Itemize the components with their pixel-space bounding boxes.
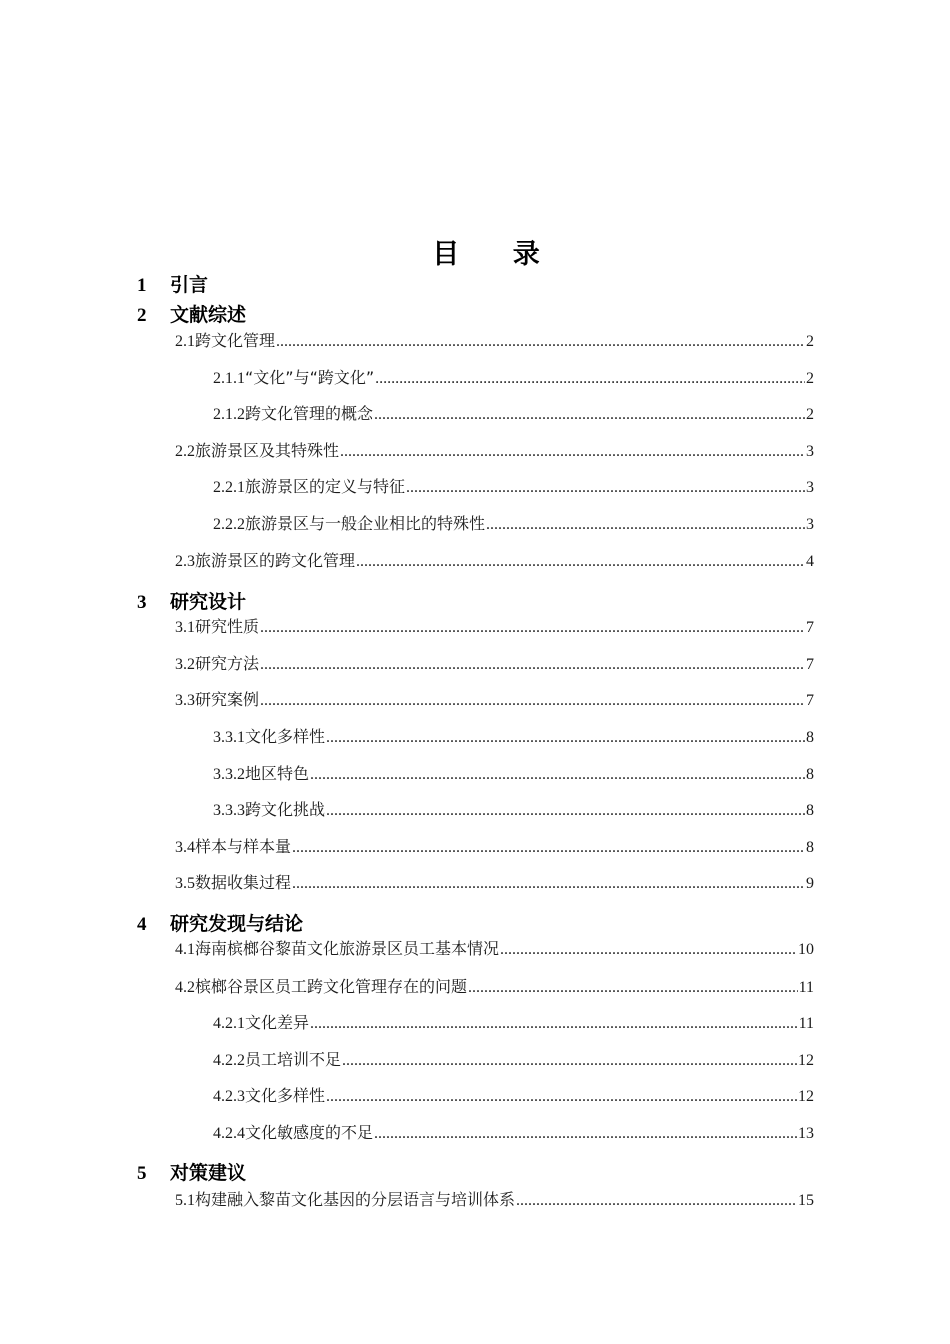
toc-entry-label: 文化敏感度的不足 <box>245 1123 374 1142</box>
dot-leader <box>292 839 805 857</box>
toc-page-number: 7 <box>806 619 814 636</box>
toc-page-number: 12 <box>798 1088 814 1105</box>
toc-entry-label: 地区特色 <box>245 764 310 783</box>
toc-page-number: 7 <box>806 656 814 673</box>
toc-entry-number: 2.2.2 <box>213 516 245 533</box>
toc-entry-label: 文献综述 <box>170 304 247 326</box>
toc-entry[interactable] <box>213 1083 814 1106</box>
dot-leader <box>356 553 805 571</box>
dot-leader <box>468 979 798 997</box>
toc-page-number: 9 <box>806 875 814 892</box>
toc-entry-label: 旅游景区的跨文化管理 <box>195 551 356 570</box>
toc-entry[interactable] <box>175 687 814 710</box>
toc-entry-label: 研究发现与结论 <box>170 913 304 935</box>
toc-entry-label: 引言 <box>170 274 209 296</box>
toc-page-number: 3 <box>806 443 814 460</box>
toc-entry-number: 5 <box>137 1163 147 1184</box>
dot-leader <box>374 406 805 424</box>
toc-entry-label: 文化多样性 <box>245 727 326 746</box>
toc-entry[interactable] <box>175 974 814 997</box>
toc-entry-number: 4.2.4 <box>213 1125 245 1142</box>
toc-page-number: 13 <box>798 1125 814 1142</box>
toc-entry-number: 3.3.3 <box>213 802 245 819</box>
toc-entry-number: 3.3.1 <box>213 729 245 746</box>
toc-entry-number: 5.1 <box>175 1192 195 1209</box>
toc-entry-label: “文化”与“跨文化” <box>245 368 375 387</box>
toc-chapter[interactable] <box>137 909 303 936</box>
toc-entry[interactable] <box>213 797 814 820</box>
toc-entry-number: 4.2 <box>175 979 195 996</box>
dot-leader <box>406 479 805 497</box>
toc-entry-number: 2.3 <box>175 553 195 570</box>
toc-entry-label: 研究设计 <box>170 591 247 613</box>
toc-entry-label: 数据收集过程 <box>195 873 292 892</box>
toc-entry[interactable] <box>213 1010 814 1033</box>
toc-entry[interactable] <box>175 1187 814 1210</box>
toc-entry[interactable] <box>175 328 814 351</box>
toc-entry-label: 跨文化挑战 <box>245 800 326 819</box>
toc-page-number: 2 <box>806 333 814 350</box>
toc-entry[interactable] <box>213 724 814 747</box>
toc-entry[interactable] <box>213 1120 814 1143</box>
dot-leader <box>342 1052 797 1070</box>
toc-entry-label: 研究方法 <box>195 654 260 673</box>
toc-entry-number: 3.1 <box>175 619 195 636</box>
toc-entry[interactable] <box>175 438 814 461</box>
toc-entry-number: 3.4 <box>175 839 195 856</box>
toc-entry-number: 1 <box>137 275 147 296</box>
toc-entry-label: 文化多样性 <box>245 1086 326 1105</box>
dot-leader <box>260 656 805 674</box>
toc-entry[interactable] <box>213 401 814 424</box>
dot-leader <box>500 941 797 959</box>
toc-entry-label: 员工培训不足 <box>245 1050 342 1069</box>
dot-leader <box>310 1015 798 1033</box>
dot-leader <box>326 1088 797 1106</box>
toc-entry-number: 2 <box>137 305 147 326</box>
toc-entry[interactable] <box>175 651 814 674</box>
toc-entry-number: 4.2.1 <box>213 1015 245 1032</box>
toc-entry[interactable] <box>175 548 814 571</box>
toc-entry-number: 2.1.1 <box>213 370 245 387</box>
toc-page-number: 3 <box>806 479 814 496</box>
toc-entry[interactable] <box>213 1047 814 1070</box>
toc-page-number: 8 <box>806 802 814 819</box>
toc-entry-number: 2.2 <box>175 443 195 460</box>
toc-page-number: 11 <box>798 979 814 996</box>
dot-leader <box>260 692 805 710</box>
toc-entry-number: 4.2.3 <box>213 1088 245 1105</box>
toc-page-number: 8 <box>806 766 814 783</box>
toc-entry[interactable] <box>175 936 814 959</box>
toc-entry-number: 2.2.1 <box>213 479 245 496</box>
toc-entry-label: 研究案例 <box>195 690 260 709</box>
toc-chapter[interactable] <box>137 300 246 327</box>
dot-leader <box>375 370 805 388</box>
dot-leader <box>276 333 805 351</box>
dot-leader <box>292 875 805 893</box>
toc-entry-number: 3.3 <box>175 692 195 709</box>
toc-chapter[interactable] <box>137 587 246 614</box>
toc-entry-number: 3.5 <box>175 875 195 892</box>
toc-entry-label: 构建融入黎苗文化基因的分层语言与培训体系 <box>195 1190 516 1209</box>
dot-leader <box>340 443 805 461</box>
toc-entry-number: 4 <box>137 914 147 935</box>
toc-entry[interactable] <box>213 761 814 784</box>
toc-entry-label: 海南槟榔谷黎苗文化旅游景区员工基本情况 <box>195 939 500 958</box>
dot-leader <box>326 729 805 747</box>
dot-leader <box>310 766 805 784</box>
toc-entry[interactable] <box>175 870 814 893</box>
toc-entry-label: 旅游景区的定义与特征 <box>245 477 406 496</box>
toc-page-number: 4 <box>806 553 814 570</box>
toc-page-number: 8 <box>806 839 814 856</box>
toc-title: 目 录 <box>432 239 562 270</box>
toc-page-number: 15 <box>798 1192 814 1209</box>
toc-entry-number: 3.3.2 <box>213 766 245 783</box>
toc-entry[interactable] <box>175 614 814 637</box>
toc-page-number: 3 <box>806 516 814 533</box>
dot-leader <box>260 619 805 637</box>
toc-entry-number: 3.2 <box>175 656 195 673</box>
toc-entry-number: 4.1 <box>175 941 195 958</box>
toc-entry-number: 2.1 <box>175 333 195 350</box>
toc-entry[interactable] <box>213 474 814 497</box>
toc-entry[interactable] <box>213 365 814 388</box>
toc-entry-label: 槟榔谷景区员工跨文化管理存在的问题 <box>195 977 468 996</box>
toc-page-number: 2 <box>806 406 814 423</box>
toc-entry-label: 研究性质 <box>195 617 260 636</box>
toc-chapter[interactable] <box>137 270 208 297</box>
toc-page-number: 11 <box>798 1015 814 1032</box>
toc-page-number: 7 <box>806 692 814 709</box>
toc-entry-number: 3 <box>137 592 147 613</box>
toc-entry-number: 2.1.2 <box>213 406 245 423</box>
toc-entry-label: 文化差异 <box>245 1013 310 1032</box>
toc-entry-label: 跨文化管理的概念 <box>245 404 374 423</box>
toc-page-number: 12 <box>798 1052 814 1069</box>
dot-leader <box>486 516 805 534</box>
toc-chapter[interactable] <box>137 1158 246 1185</box>
toc-page-number: 2 <box>806 370 814 387</box>
toc-entry[interactable] <box>213 511 814 534</box>
toc-entry-label: 旅游景区及其特殊性 <box>195 441 340 460</box>
toc-entry-label: 跨文化管理 <box>195 331 276 350</box>
dot-leader <box>516 1192 797 1210</box>
toc-page-number: 8 <box>806 729 814 746</box>
toc-entry-number: 4.2.2 <box>213 1052 245 1069</box>
toc-entry[interactable] <box>175 834 814 857</box>
toc-page-number: 10 <box>798 941 814 958</box>
dot-leader <box>374 1125 797 1143</box>
toc-entry-label: 对策建议 <box>170 1162 247 1184</box>
dot-leader <box>326 802 805 820</box>
toc-entry-label: 样本与样本量 <box>195 837 292 856</box>
toc-entry-label: 旅游景区与一般企业相比的特殊性 <box>245 514 486 533</box>
